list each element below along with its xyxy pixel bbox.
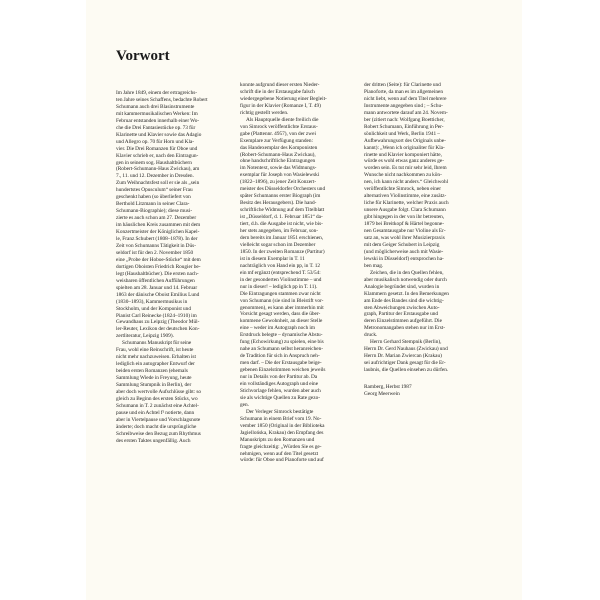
text-line: Schumann auch drei Blasinstrumente: [116, 103, 195, 110]
text-line: Konzertmeister der Königlichen Kapel-: [116, 229, 200, 236]
text-line: sie als wichtige Quellen zu Rate gezo-: [240, 394, 320, 401]
text-line: würde es wohl etwas ganz anderes ge-: [364, 158, 444, 165]
text-line: aber in Viertelpause und Vorschlagsnote: [116, 416, 201, 423]
text-line: Manuskripts zu den Romanzen und: [240, 436, 315, 443]
text-line: Instrumente angegeben sind ; – Schu-: [364, 102, 443, 109]
text-line: lewski in Düsseldorf) entsprochen ha-: [364, 255, 444, 262]
text-line: Zeit von Schumanns Tätigkeit in Düs-: [116, 242, 196, 249]
text-line: von Simrock veröffentlichte Erstaus-: [240, 123, 318, 130]
text-line: men darf. – Die der Erstausgabe beige-: [240, 360, 322, 367]
text-line: exemplar für Joseph von Wasielewski: [240, 172, 320, 179]
text-line: Schumann-Biographie); diese musi-: [116, 208, 193, 215]
text-line: schriftliche Widmung auf dem Titelblatt: [240, 207, 325, 214]
text-line: le, Franz Schubert (1808–1878). In der: [116, 236, 198, 243]
text-line: Stichvorlage fehlen, wurden aber auch: [240, 387, 321, 394]
text-line: vier. Die Drei Romanzen für Oboe und: [116, 145, 198, 152]
text-line: Ramberg, Herbst 1987: [364, 384, 412, 391]
text-column-3: [364, 82, 480, 398]
text-line: 1879 bei Breitkopf & Härtel begonne-: [364, 221, 445, 228]
text-line: tiert, d.h. die Ausgabe ist nicht, wie bis-: [240, 221, 323, 228]
text-line: Pianist Carl Reinecke (1824–1910) im: [116, 312, 197, 319]
text-line: ten Jahre seines Schaffens, bedachte Robert: [116, 96, 208, 103]
text-line: vielleicht sogar schon im Dezember: [240, 241, 316, 248]
text-line: Zeichen, die in den Quellen fehlen,: [370, 269, 444, 276]
text-line: mann antwortete darauf am 24. Novem-: [364, 109, 448, 116]
text-line: nehmigen, wenn auf den Titel gesetzt: [240, 450, 319, 457]
text-line: am Ende des Bandes sind die wichtig-: [364, 297, 444, 304]
text-line: nicht liebt, wenn auf dem Titel mehrere: [364, 95, 447, 102]
text-line: Zum Weihnachtsfest soll er sie als „sein: [116, 180, 200, 187]
text-line: gleich zu Beginn des ersten Stücks, wo: [116, 395, 198, 402]
text-line: konnte aufgrund dieser ersten Nieder-: [240, 82, 320, 88]
text-line: ist „Düsseldorf, d. 1. Februar 1851“ da-: [240, 214, 323, 221]
text-line: ler-Reuter, Lexikon der deutschen Kon-: [116, 326, 200, 333]
text-line: satz an, was wohl ihrer Musizierpraxis: [364, 234, 445, 241]
text-line: kommene Gewohnheit, an dieser Stelle: [240, 318, 323, 325]
text-line: des ersten Taktes ungenfällig. Auch: [116, 437, 191, 444]
text-line: Wunsche nicht nachkommen zu kön-: [364, 172, 442, 179]
text-line: gibt hingegen in der von ihr betreuten,: [364, 214, 445, 221]
text-line: 1863 der dänische Oboist Emilius Lund: [116, 291, 200, 298]
text-line: Schumanns Manuskript für seine: [122, 340, 192, 347]
document-page: [86, 0, 522, 600]
text-line: laubnis, die Quellen einsehen zu dürfen.: [364, 367, 449, 374]
text-line: mit dem Geiger Schubert in Leipzig: [364, 241, 440, 248]
text-line: che die Drei Fantasiestücke op. 73 für: [116, 124, 196, 131]
text-line: Aufbewahrungsort des Originals unbe-: [364, 137, 446, 144]
text-line: dern bereits im Januar 1851 erschienen,: [240, 234, 324, 241]
text-line: der dritten (Seite): für Clarinette und: [364, 82, 441, 88]
text-line: Klammern gesetzt. In den Bemerkungen: [364, 290, 449, 297]
text-line: Georg Meerwein: [364, 390, 400, 397]
text-line: fragte gleichzeitig: „Würden Sie es ge-: [240, 443, 322, 450]
text-column-1: [116, 90, 232, 445]
text-line: sten Abweichungen zwischen Auto-: [364, 304, 440, 311]
text-line: aber doch wertvolle Aufschlüsse gibt: so: [116, 388, 202, 395]
text-line: nen, ich kann nicht anders.“ Gleichwohl: [364, 179, 449, 186]
text-column-2: [240, 82, 356, 464]
text-line: unsere Ausgabe folgt. Clara Schumann: [364, 207, 446, 214]
text-line: Vorsicht gesagt werden, dass die über-: [240, 311, 321, 318]
text-line: aber musikalisch notwendig oder durch: [364, 276, 447, 283]
text-line: von Schumann (sie sind in Bleistift vor-: [240, 297, 324, 304]
text-line: Herrn Dr. Marian Zwiercan (Krakau): [364, 353, 442, 360]
text-line: Sammlung Stumpnik in Berlin), der: [116, 382, 192, 389]
text-line: Im Jahre 1849, einem der ertragreichs-: [116, 90, 198, 96]
text-line: ben mag.: [364, 262, 384, 269]
text-line: (1822–1896), zu jener Zeit Konzert-: [240, 179, 317, 186]
text-line: im Notentext, sowie das Widmungs-: [240, 165, 317, 172]
text-line: eine – weder im Autograph noch im: [240, 325, 315, 332]
text-line: nen Gesamtausgabe nur Violine als Er-: [364, 228, 446, 235]
text-line: schrift die in der Erstausgabe falsch: [240, 88, 315, 95]
text-line: das Handexemplar des Komponisten: [240, 144, 318, 151]
text-line: ein mf ergänzt (entsprechend T. 53/54:: [240, 269, 321, 276]
text-line: rinette und Klavier komponiert hätte,: [364, 151, 442, 158]
text-line: vember 1850 (Original in der Biblioteka: [240, 422, 325, 429]
text-line: 7., 11. und 12. Dezember in Dresden.: [116, 173, 194, 180]
text-line: eine „Probe der Hoboe-Stücke“ mit dem: [116, 256, 201, 263]
text-line: zertliteratur, Leipzig 1909).: [116, 333, 174, 340]
text-line: richtig gestellt werden.: [240, 109, 289, 116]
text-line: hundertstes Opusculum“ seiner Frau: [116, 187, 193, 194]
text-line: und Allegro op. 70 für Horn und Kla-: [116, 138, 195, 145]
text-line: deren Einzelstimmen aufgeführt. Die: [364, 318, 442, 325]
text-line: (Robert-Schumann-Haus Zwickau), am: [116, 166, 200, 173]
text-line: beiden ersten Romanzen (ehemals: [116, 368, 188, 375]
text-line: 1850. In der zweiten Romanze (Partitur): [240, 248, 325, 255]
text-line: Frau, wohl eine Reinschrift, ist heute: [116, 347, 194, 354]
text-line: Jagiellońska, Krakau) den Empfang des: [240, 429, 324, 436]
text-line: Klarinette und Klavier sowie das Adagio: [116, 131, 202, 138]
text-line: spielten am 28. Januar und 14. Februar: [116, 284, 198, 291]
text-line: seldorf ist für den 2. November 1850: [116, 249, 194, 256]
text-line: wiedergegebene Notierung einer Begleit-: [240, 95, 327, 102]
text-line: Herrn Gerhard Stempnik (Berlin),: [370, 339, 442, 346]
text-line: Robert Schumann, Einführung in Per-: [364, 123, 444, 130]
text-line: Sammlung Wiede in Freyung, heute: [116, 375, 192, 382]
text-line: dortigen Oboisten Friedrich Rougier be-: [116, 263, 201, 270]
text-line: worden sein. Es tut mir sehr leid, Ihrem: [364, 165, 447, 172]
text-line: in der gesonderten Violinstimme – und: [240, 276, 322, 283]
text-line: genommen), es kann aber immerhin mit: [240, 304, 324, 311]
text-line: Pianoforte, da man es im allgemeinen: [364, 88, 444, 95]
text-line: (und möglicherweise auch mit Wasie-: [364, 248, 444, 255]
text-line: pause und ein Achtel f² notierte, dann: [116, 409, 195, 416]
text-line: ein vollständiges Autograph und eine: [240, 380, 319, 387]
text-line: liche für Klarinette, welcher Praxis auch: [364, 200, 449, 207]
text-line: Schumann in T. 2 zunächst eine Achtel-: [116, 402, 199, 409]
text-line: nur in dieser! – lediglich pp in T. 11).: [240, 283, 318, 290]
text-line: im häuslichen Kreis zusammen mit dem: [116, 222, 201, 229]
text-line: veröffentlichte Simrock, neben einer: [364, 186, 441, 193]
text-line: graph, Partitur der Erstausgabe und: [364, 311, 439, 318]
text-line: Stockholm, und der Komponist und: [116, 305, 191, 312]
text-line: de Tradition für sich in Anspruch neh-: [240, 353, 320, 360]
text-line: Erstdruck belegte – dynamische Abstu-: [240, 332, 323, 339]
text-line: nur in Details von der Partitur ab. Da: [240, 374, 318, 381]
text-line: Die Eintragungen stammen zwar nicht: [240, 290, 321, 297]
text-line: legt (Haushaltbücher). Die ersten nach-: [116, 270, 199, 277]
text-line: (Robert-Schumann-Haus Zwickau),: [240, 151, 316, 158]
text-line: figur in der Klavier (Romanze I, T. 49): [240, 102, 321, 109]
text-line: alternativen Violinstimme, eine zusätz-: [364, 193, 447, 200]
text-line: Analogie begründet sind, wurden in: [364, 283, 440, 290]
text-line: her stets angegeben, im Februar, son-: [240, 228, 319, 235]
text-line: druck.: [364, 332, 378, 339]
text-line: würde: für Oboe und Pianoforte und auf: [240, 457, 324, 464]
text-line: Exemplare zur Verfügung standen:: [240, 137, 313, 144]
text-line: Der Verleger Simrock bestätigte: [246, 408, 314, 415]
text-line: lediglich ein autographer Entwurf der: [116, 361, 195, 368]
text-line: mit kammermusikalischen Werken: Im: [116, 110, 198, 117]
text-line: Schreibweise den Bezug zum Rhythmus: [116, 430, 201, 437]
text-line: sei aufrichtiger Dank gesagt für die Er-: [364, 360, 446, 367]
text-line: weisbaren öffentlichen Aufführungen: [116, 277, 195, 284]
text-line: gen in seinem sog. Haushaltbüchern: [116, 159, 192, 166]
text-line: geschenkt haben (so überliefert von: [116, 194, 191, 201]
text-line: zierte es auch schon am 27. Dezember: [116, 215, 197, 222]
text-line: Klavier schrieb er, nach den Eintragun-: [116, 152, 199, 159]
text-line: nahe an Schumann selbst heranreichen-: [240, 346, 324, 353]
text-line: fung (Echowirkung) zu spielen, eine bis: [240, 339, 324, 346]
text-line: später Schumanns erster Biograph (im: [240, 193, 321, 200]
text-line: Metronomangaben stehen nur im Erst-: [364, 325, 445, 332]
text-line: sönlichkeit und Werk, Berlin 1941 –: [364, 130, 440, 137]
text-line: Gewandhaus zu Leipzig (Theodor Mül-: [116, 319, 200, 326]
text-line: Berthold Litzmann in seiner Clara-: [116, 201, 190, 208]
text-line: ohne handschriftliche Eintragungen: [240, 158, 316, 165]
text-line: Besitz des Herausgebers). Die hand-: [240, 200, 317, 207]
text-line: nicht mehr nachzuweisen. Erhalten ist: [116, 354, 196, 361]
text-line: meister des Düsseldorfer Orchesters und: [240, 186, 326, 193]
text-line: nachträglich von Hand ein pp, in T. 12: [240, 262, 321, 269]
page-title: Vorwort: [116, 48, 170, 64]
text-line: gebenen Einzelstimmen weichen jeweils: [240, 367, 326, 374]
text-line: (1830–1893), Kammermusikus in: [116, 298, 188, 305]
text-line: änderte; doch macht die ursprüngliche: [116, 423, 197, 430]
text-line: gen.: [240, 401, 249, 408]
text-line: ist in diesem Exemplar in T. 11: [240, 255, 305, 262]
text-line: Herrn Dr. Gerd Nauhaus (Zwickau) und: [364, 346, 448, 353]
text-line: Als Hauptquelle diente freilich die: [246, 116, 319, 123]
text-line: ber (zitiert nach: Wolfgang Boetticher,: [364, 116, 445, 123]
text-line: gabe (Plattennr. 4957), von der zwei: [240, 130, 316, 137]
text-line: kannt): „Wenn ich originaliter für Kla-: [364, 144, 445, 151]
text-line: Februar entstanden innerhalb einer Wo-: [116, 117, 200, 124]
text-line: Schumann in einem Brief vom 19. No-: [240, 415, 322, 422]
